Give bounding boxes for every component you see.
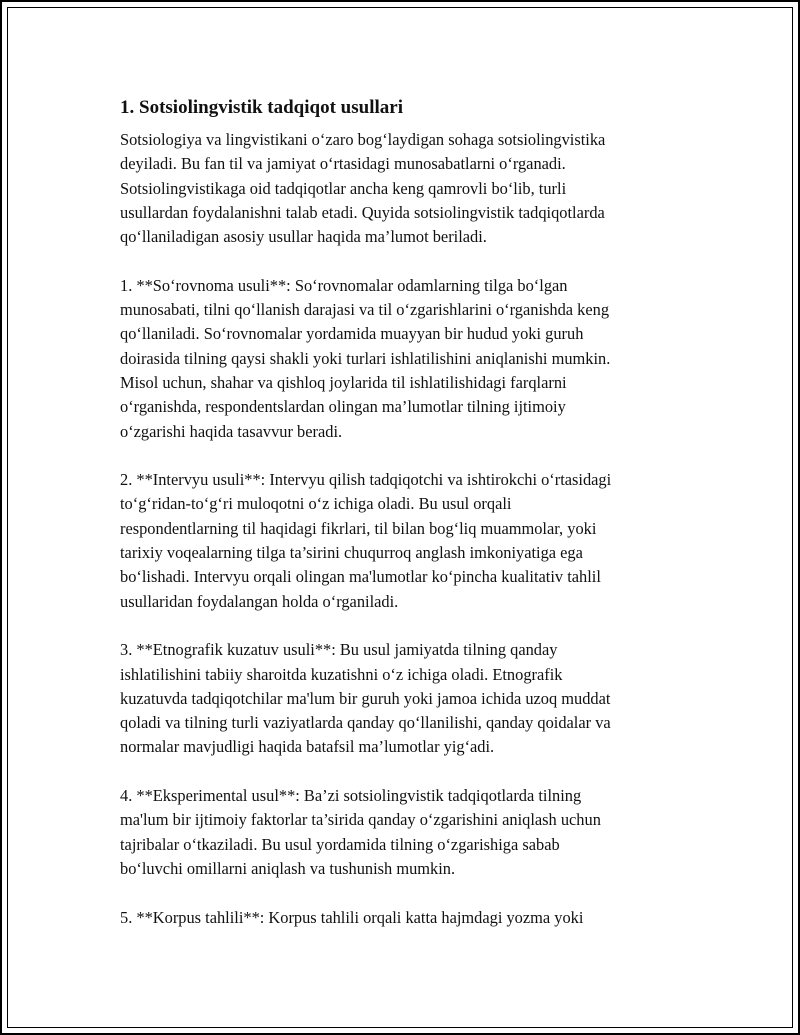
paragraph-line: bo‘luvchi omillarni aniqlash va tushunish mumkin.	[120, 858, 456, 878]
paragraph-line: tarixiy voqealarning tilga ta’sirini chuqurroq anglash imkoniyatiga ega	[120, 543, 583, 563]
paragraph-line: qoladi va tilning turli vaziyatlarda qanday qo‘llanilishi, qanday qoidalar va	[120, 713, 611, 733]
paragraph-interview-method	[120, 468, 685, 614]
paragraph-line: qo‘llaniladi. So‘rovnomalar yordamida muayyan bir hudud yoki guruh	[120, 324, 584, 344]
paragraph-line: bo‘lishadi. Intervyu orqali olingan ma'lumotlar ko‘pincha kualitativ tahlil	[120, 567, 601, 587]
paragraph-line: kuzatuvda tadqiqotchilar ma'lum bir guruh yoki jamoa ichida uzoq muddat	[120, 688, 611, 708]
paragraph-line: 3. **Etnografik kuzatuv usuli**: Bu usul jamiyatda tilning qanday	[120, 640, 558, 660]
paragraph-line: Misol uchun, shahar va qishloq joylarida til ishlatilishidagi farqlarni	[120, 372, 567, 392]
paragraph-line: to‘g‘ridan-to‘g‘ri muloqotni o‘z ichiga oladi. Bu usul orqali	[120, 494, 512, 514]
paragraph-line: usullaridan foydalangan holda o‘rganiladi.	[120, 591, 399, 611]
paragraph-line: deyiladi. Bu fan til va jamiyat o‘rtasidagi munosabatlarni o‘rganadi.	[120, 154, 566, 174]
paragraph-corpus-analysis	[120, 906, 685, 930]
paragraph-experimental-method	[120, 784, 685, 881]
paragraph-intro	[120, 128, 685, 249]
document-body	[120, 94, 685, 954]
paragraph-line: o‘zgarishi haqida tasavvur beradi.	[120, 421, 343, 441]
paragraph-line: 2. **Intervyu usuli**: Intervyu qilish tadqiqotchi va ishtirokchi o‘rtasidagi	[120, 470, 612, 490]
paragraph-line: munosabati, tilni qo‘llanish darajasi va til o‘zgarishlarini o‘rganishda keng	[120, 300, 610, 320]
paragraph-line: qo‘llaniladigan asosiy usullar haqida ma’lumot beriladi.	[120, 227, 487, 247]
paragraph-line: normalar mavjudligi haqida batafsil ma’lumotlar yig‘adi.	[120, 737, 495, 757]
paragraph-line: doirasida tilning qaysi shakli yoki turlari ishlatilishini aniqlanishi mumkin.	[120, 348, 611, 368]
paragraph-ethnographic-method	[120, 638, 685, 759]
paragraph-line: respondentlarning til haqidagi fikrlari, til bilan bog‘liq muammolar, yoki	[120, 518, 597, 538]
paragraph-line: ishlatilishini tabiiy sharoitda kuzatishni o‘z ichiga oladi. Etnografik	[120, 664, 563, 684]
document-title: 1. Sotsiolingvistik tadqiqot usullari	[120, 97, 403, 118]
paragraph-line: ma'lum bir ijtimoiy faktorlar ta’sirida qanday o‘zgarishini aniqlash uchun	[120, 810, 601, 830]
paragraph-line: Sotsiolingvistikaga oid tadqiqotlar ancha keng qamrovli bo‘lib, turli	[120, 178, 567, 198]
paragraph-line: o‘rganishda, respondentslardan olingan ma’lumotlar tilning ijtimoiy	[120, 397, 566, 417]
paragraph-line: Sotsiologiya va lingvistikani o‘zaro bog‘laydigan sohaga sotsiolingvistika	[120, 130, 606, 149]
paragraph-line: 5. **Korpus tahlili**: Korpus tahlili orqali katta hajmdagi yozma yoki	[120, 907, 584, 927]
paragraph-line: 1. **So‘rovnoma usuli**: So‘rovnomalar odamlarning tilga bo‘lgan	[120, 275, 568, 295]
paragraph-line: tajribalar o‘tkaziladi. Bu usul yordamida tilning o‘zgarishiga sabab	[120, 834, 560, 854]
paragraph-line: usullardan foydalanishni talab etadi. Quyida sotsiolingvistik tadqiqotlarda	[120, 202, 605, 222]
paragraph-survey-method	[120, 274, 685, 444]
paragraph-line: 4. **Eksperimental usul**: Ba’zi sotsiolingvistik tadqiqotlarda tilning	[120, 786, 582, 806]
